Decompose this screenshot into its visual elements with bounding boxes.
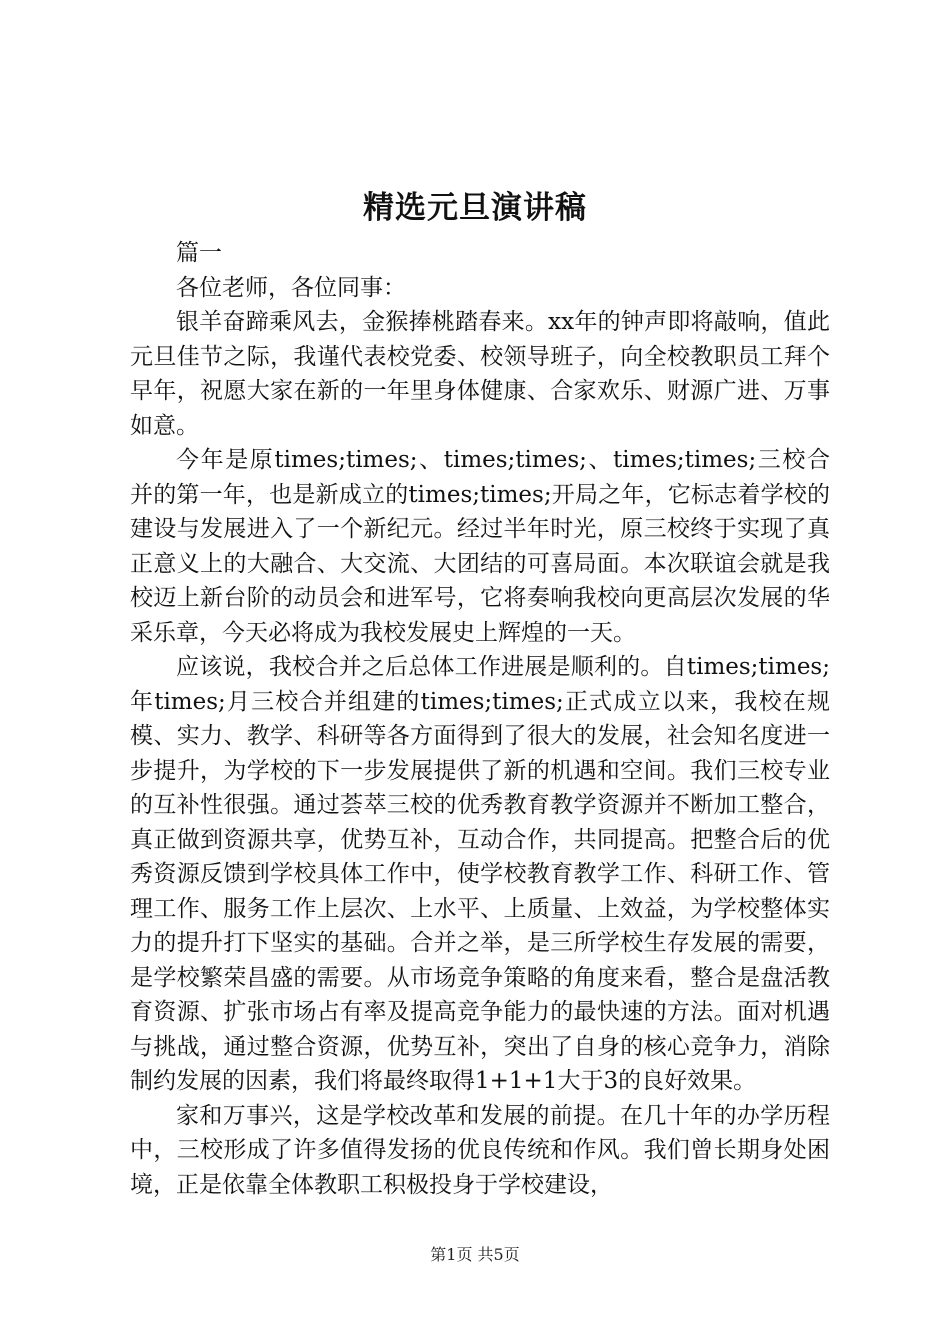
section-heading: 篇一 — [176, 240, 222, 266]
paragraph: 今年是原times;times;、times;times;、times;times;三校合并的第一年，也是新成立的times;times;开局之年，它标志着学校的建设与发展进入了一个新纪元。经过半年时光，原三校终于实现了真正意义上的大融合、大交流、大团结的可喜局面。本次联谊会就是我校迈上新台阶的动员会和进军号，它将奏响我校向更高层次发展的华采乐章，今天必将成为我校发展史上辉煌的一天。 — [130, 447, 830, 646]
salutation: 各位老师，各位同事： — [176, 274, 406, 301]
paragraph: 家和万事兴，这是学校改革和发展的前提。在几十年的办学历程中，三校形成了许多值得发扬的优良传统和作风。我们曾长期身处困境，正是依靠全体教职工积极投身于学校建设， — [130, 1102, 830, 1198]
paragraph: 应该说，我校合并之后总体工作进展是顺利的。自times;times;年times;月三校合并组建的times;times;正式成立以来，我校在规模、实力、教学、科研等各方面得到了很大的发展，社会知名度进一步提升，为学校的下一步发展提供了新的机遇和空间。我们三校专业的互补性很强。通过荟萃三校的优秀教育教学资源并不断加工整合，真正做到资源共享，优势互补，互动合作，共同提高。把整合后的优秀资源反馈到学校具体工作中，使学校教育教学工作、科研工作、管理工作、服务工作上层次、上水平、上质量、上效益，为学校整体实力的提升打下坚实的基础。合并之举，是三所学校生存发展的需要，是学校繁荣昌盛的需要。从市场竞争策略的角度来看，整合是盘活教育资源、扩张市场占有率及提高竞争能力的最快速的方法。面对机遇与挑战，通过整合资源，优势互补，突出了自身的核心竞争力，消除制约发展的因素，我们将最终取得1+1+1大于3的良好效果。 — [130, 654, 830, 1094]
paragraph: 银羊奋蹄乘风去，金猴捧桃踏春来。xx年的钟声即将敲响，值此元旦佳节之际，我谨代表校党委、校领导班子，向全校教职员工拜个早年，祝愿大家在新的一年里身体健康、合家欢乐、财源广进、万事如意。 — [130, 309, 830, 439]
document-title: 精选元旦演讲稿 — [363, 190, 587, 226]
document-body — [130, 236, 830, 1202]
page-footer: 第1页 共5页 — [430, 1245, 520, 1264]
